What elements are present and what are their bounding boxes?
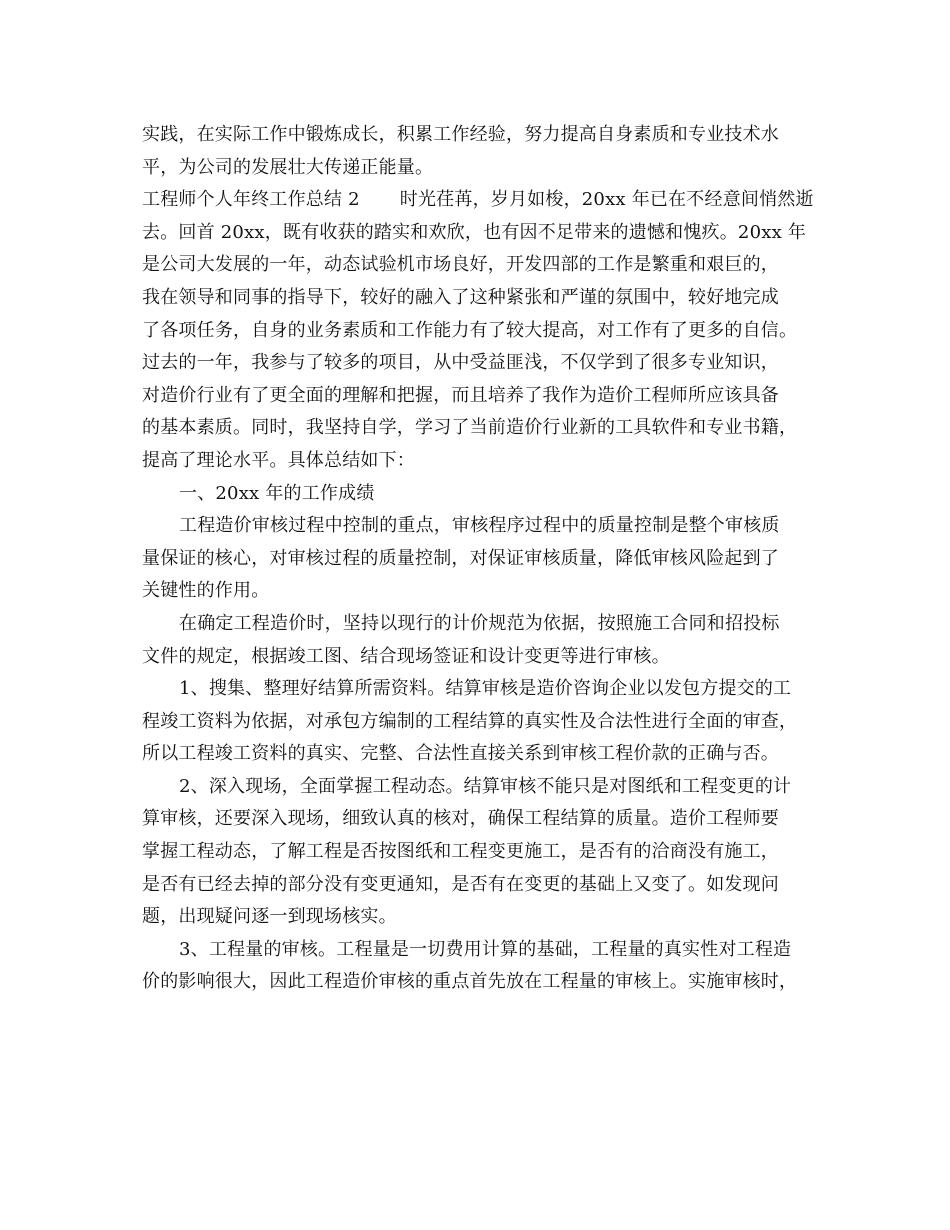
text-line: 对造价行业有了更全面的理解和把握，而且培养了我作为造价工程师所应该具备 xyxy=(142,384,779,406)
text-line: 题，出现疑问逐一到现场核实。 xyxy=(142,906,397,928)
text-line: 是公司大发展的一年，动态试验机市场良好，开发四部的工作是繁重和艰巨的， xyxy=(142,254,779,276)
text-line: 所以工程竣工资料的真实、完整、合法性直接关系到审核工程价款的正确与否。 xyxy=(142,743,779,765)
text-line: 是否有已经去掉的部分没有变更通知，是否有在变更的基础上又变了。如发现问 xyxy=(142,873,779,895)
paragraph-start-line: 3、工程量的审核。工程量是一切费用计算的基础，工程量的真实性对工程造 xyxy=(179,938,792,960)
subsection-heading: 一、20xx 年的工作成绩 xyxy=(179,482,375,504)
section-heading-line xyxy=(142,184,842,217)
text-line: 文件的规定，根据竣工图、结合现场签证和设计变更等进行审核。 xyxy=(142,645,670,667)
text-line: 过去的一年，我参与了较多的项目，从中受益匪浅，不仅学到了很多专业知识， xyxy=(142,352,779,374)
text-line: 的基本素质。同时，我坚持自学，学习了当前造价行业新的工具软件和专业书籍， xyxy=(142,417,798,439)
paragraph-start-line: 工程造价审核过程中控制的重点，审核程序过程中的质量控制是整个审核质 xyxy=(179,515,780,537)
text-line: 实践，在实际工作中锻炼成长，积累工作经验，努力提高自身素质和专业技术水 xyxy=(142,124,779,145)
heading-continuation-text: 时光荏苒，岁月如梭，20xx 年已在不经意间悄然逝 xyxy=(399,189,814,211)
text-line: 了各项任务，自身的业务素质和工作能力有了较大提高，对工作有了更多的自信。 xyxy=(142,319,798,341)
text-line: 关键性的作用。 xyxy=(142,580,270,602)
paragraph-start-line: 1、搜集、整理好结算所需资料。结算审核是造价咨询企业以发包方提交的工 xyxy=(179,678,792,700)
text-line: 价的影响很大，因此工程造价审核的重点首先放在工程量的审核上。实施审核时， xyxy=(142,971,798,993)
text-line: 我在领导和同事的指导下，较好的融入了这种紧张和严谨的氛围中，较好地完成 xyxy=(142,286,779,308)
paragraph-start-line: 在确定工程造价时，坚持以现行的计价规范为依据，按照施工合同和招投标 xyxy=(179,612,780,634)
text-line: 提高了理论水平。具体总结如下： xyxy=(142,449,415,471)
text-line: 掌握工程动态，了解工程是否按图纸和工程变更施工，是否有的洽商没有施工， xyxy=(142,841,779,863)
document-body xyxy=(142,119,842,999)
text-line: 程竣工资料为依据，对承包方编制的工程结算的真实性及合法性进行全面的审查， xyxy=(142,710,798,732)
section-title: 工程师个人年终工作总结 2 xyxy=(142,189,360,211)
text-line: 去。回首 20xx，既有收获的踏实和欢欣，也有因不足带来的遗憾和愧疚。20xx 年 xyxy=(142,221,807,243)
text-line: 平，为公司的发展壮大传递正能量。 xyxy=(142,156,434,178)
text-line: 算审核，还要深入现场，细致认真的核对，确保工程结算的质量。造价工程师要 xyxy=(142,808,779,830)
paragraph-start-line: 2、深入现场，全面掌握工程动态。结算审核不能只是对图纸和工程变更的计 xyxy=(179,775,792,797)
text-line: 量保证的核心，对审核过程的质量控制，对保证审核质量，降低审核风险起到了 xyxy=(142,547,779,569)
